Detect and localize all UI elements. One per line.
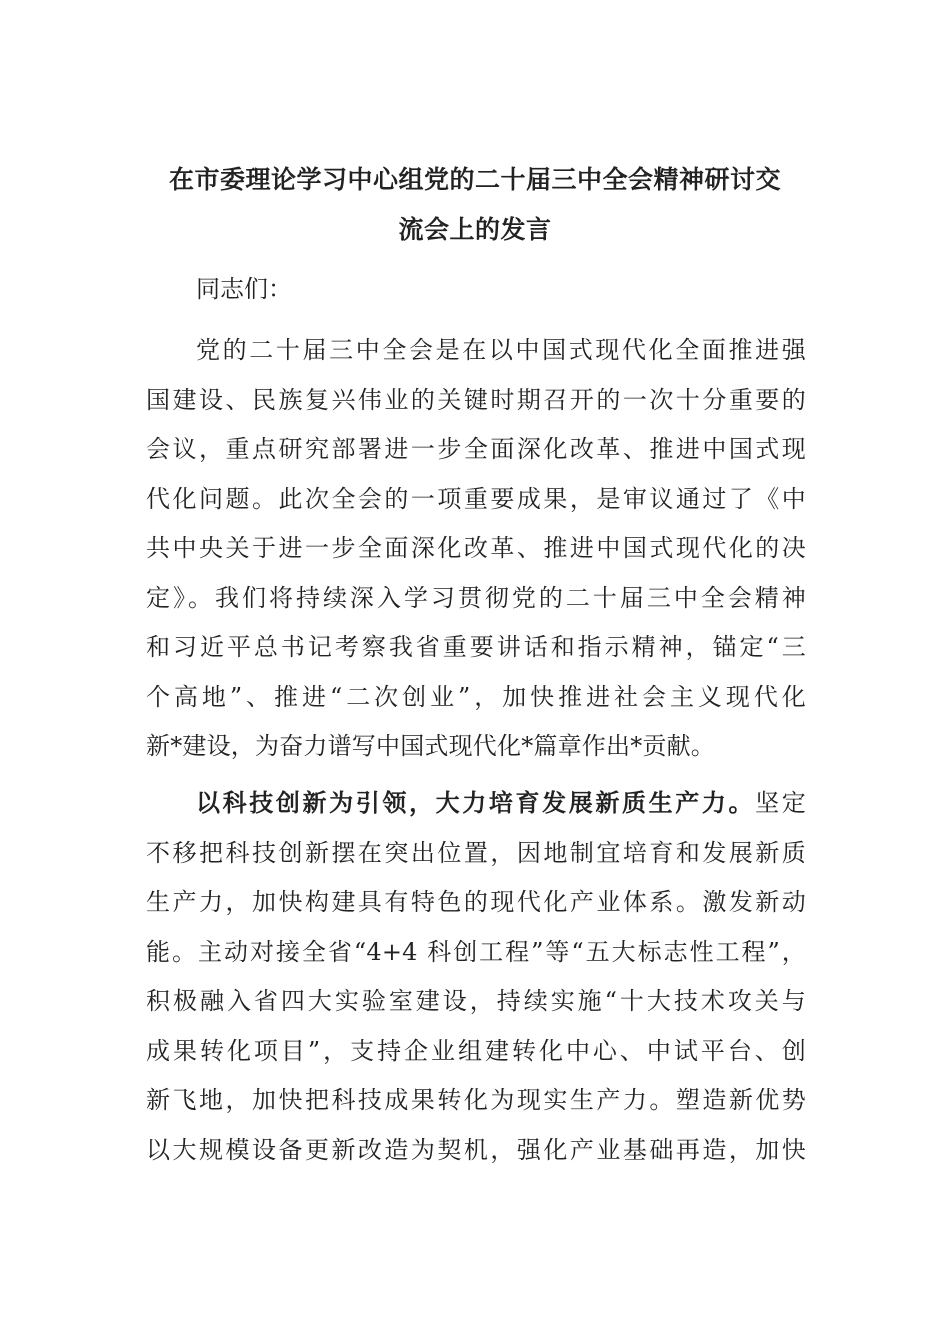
title-line: 流会上的发言 <box>398 215 552 244</box>
document-title <box>140 155 810 255</box>
section-heading: 以科技创新为引领，大力培育发展新质生产力。 <box>196 788 756 817</box>
text-line: 共中央关于进一步全面深化改革、推进中国式现代化的决 <box>146 534 806 562</box>
text-line: 以大规模设备更新改造为契机，强化产业基础再造，加快 <box>146 1135 806 1164</box>
greeting: 同志们： <box>196 275 292 303</box>
title-line: 在市委理论学习中心组党的二十届三中全会精神研讨交 <box>168 165 781 194</box>
text-line: 能。主动对接全省“4+4 科创工程”等“五大标志性工程”， <box>146 937 806 966</box>
text-line: 积极融入省四大实验室建设，持续实施“十大技术攻关与 <box>146 987 806 1015</box>
text-line: 党的二十届三中全会是在以中国式现代化全面推进强 <box>196 336 806 364</box>
text-line: 代化问题。此次全会的一项重要成果，是审议通过了《中 <box>146 484 806 513</box>
text-line: 新*建设，为奋力谱写中国式现代化*篇章作出*贡献。 <box>146 732 715 760</box>
text-line: 新飞地，加快把科技成果转化为现实生产力。塑造新优势 <box>146 1086 806 1114</box>
text-line: 生产力，加快构建具有特色的现代化产业体系。激发新动 <box>146 888 806 916</box>
text-line: 国建设、民族复兴伟业的关键时期召开的一次十分重要的 <box>146 385 806 414</box>
text-line: 会议，重点研究部署进一步全面深化改革、推进中国式现 <box>146 435 806 463</box>
text-fragment: 坚定 <box>755 789 806 817</box>
text-line: 和习近平总书记考察我省重要讲话和指示精神，锚定“三 <box>146 633 806 661</box>
text-line: 个高地”、推进“二次创业”，加快推进社会主义现代化 <box>146 682 806 711</box>
text-line: 不移把科技创新摆在突出位置，因地制宜培育和发展新质 <box>146 838 806 867</box>
text-line: 定》。我们将持续深入学习贯彻党的二十届三中全会精神 <box>146 583 806 612</box>
paragraph-tech-innovation <box>146 783 806 1179</box>
paragraph-intro <box>146 330 806 776</box>
text-line: 成果转化项目”，支持企业组建转化中心、中试平台、创 <box>146 1036 806 1065</box>
text-line <box>146 783 806 833</box>
